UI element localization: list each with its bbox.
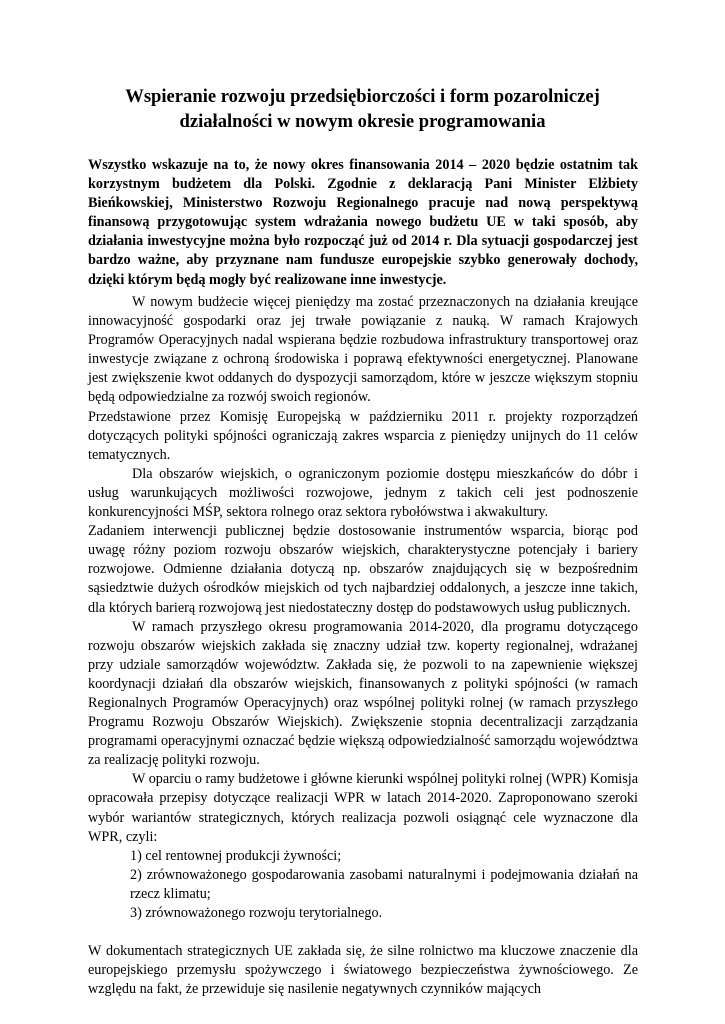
body-paragraph: Dla obszarów wiejskich, o ograniczonym poziomie dostępu mieszkańców do dóbr i usług warunkujących możliwości rozwojowe, jednym z takich celi jest podnoszenie konkurencyjności MŚP, sektora rolnego oraz sektora rybołówstwa i akwakultury. xyxy=(88,465,638,521)
closing-paragraph: W dokumentach strategicznych UE zakłada się, że silne rolnictwo ma kluczowe znaczenie dla europejskiego przemysłu spożywczego i światowego bezpieczeństwa żywnościowego. Ze względu na fakt, że przewiduje się nasilenie negatywnych czynników mających xyxy=(88,943,638,998)
document-title: Wspieranie rozwoju przedsiębiorczości i form pozarolniczej działalności w nowym okresie programowania xyxy=(125,86,600,132)
paragraph-spacer xyxy=(88,923,638,942)
document-body xyxy=(88,293,638,999)
lead-paragraph: Wszystko wskazuje na to, że nowy okres finansowania 2014 – 2020 będzie ostatnim tak korzystnym budżetem dla Polski. Zgodnie z deklaracją Pani Minister Elżbiety Bieńkowskiej, Ministerstwo Rozwoju Regionalnego pracuje nad nową perspektywą finansową przygotowując system wdrażania nowego budżetu UE w taki sposób, aby działania inwestycyjne można było rozpocząć już od 2014 r. Dla sytuacji gospodarczej jest bardzo ważne, aby przyznane nam fundusze europejskie szybko generowały dochody, dzięki którym będą mogły być realizowane inne inwestycje. xyxy=(88,157,638,288)
body-paragraph: Zadaniem interwencji publicznej będzie dostosowanie instrumentów wsparcia, biorąc pod uwagę różny poziom rozwoju obszarów wiejskich, charakterystyczne potencjały i bariery rozwojowe. Odmienne działania dotyczą np. obszarów znajdujących się w bezpośrednim sąsiedztwie dużych ośrodków miejskich od tych najbardziej oddalonych, a jeszcze inne takich, dla których barierą rozwojową jest niedostateczny dostęp do podstawowych usług publicznych. xyxy=(88,523,638,616)
body-paragraph: W ramach przyszłego okresu programowania 2014-2020, dla programu dotyczącego rozwoju obszarów wiejskich zakłada się znaczny udział tzw. koperty regionalnej, wdrażanej przy udziale samorządów województw. Zakłada się, że pozwoli to na zapewnienie większej koordynacji działań dla obszarów wiejskich, finansowanych z polityki spójności (w ramach Regionalnych Programów Operacyjnych) oraz wspólnej polityki rolnej (w ramach przyszłego Programu Rozwoju Obszarów Wiejskich). Zwiększenie stopnia decentralizacji zarządzania programami operacyjnymi oznaczać będzie większą odpowiedzialność samorządu województwa za realizację polityki rozwoju. xyxy=(88,618,638,769)
list-item: 3) zrównoważonego rozwoju terytorialnego. xyxy=(130,905,383,921)
objectives-list xyxy=(130,847,638,923)
body-paragraph: W oparciu o ramy budżetowe i główne kierunki wspólnej polityki rolnej (WPR) Komisja opracowała przepisy dotyczące realizacji WPR w latach 2014-2020. Zaproponowano szeroki wybór wariantów strategicznych, których realizacja pozwoli osiągnąć cele wyznaczone dla WPR, czyli: xyxy=(88,771,638,845)
list-item: 2) zrównoważonego gospodarowania zasobami naturalnymi i podejmowania działań na rzecz klimatu; xyxy=(130,866,638,902)
body-paragraph: W nowym budżecie więcej pieniędzy ma zostać przeznaczonych na działania kreujące innowacyjność gospodarki oraz jej trwałe powiązanie z nauką. W ramach Krajowych Programów Operacyjnych nadal wspierana będzie rozbudowa infrastruktury transportowej oraz inwestycje związane z ochroną środowiska i poprawą efektywności energetycznej. Planowane jest zwiększenie kwot oddanych do dyspozycji samorządom, które w jeszcze większym stopniu będą odpowiedzialne za rozwój swoich regionów. xyxy=(88,294,638,406)
body-paragraph: Przedstawione przez Komisję Europejską w październiku 2011 r. projekty rozporządzeń dotyczących polityki spójności ograniczają zakres wsparcia z pieniędzy unijnych do 11 celów tematycznych. xyxy=(88,408,638,463)
list-item: 1) cel rentownej produkcji żywności; xyxy=(130,847,342,864)
